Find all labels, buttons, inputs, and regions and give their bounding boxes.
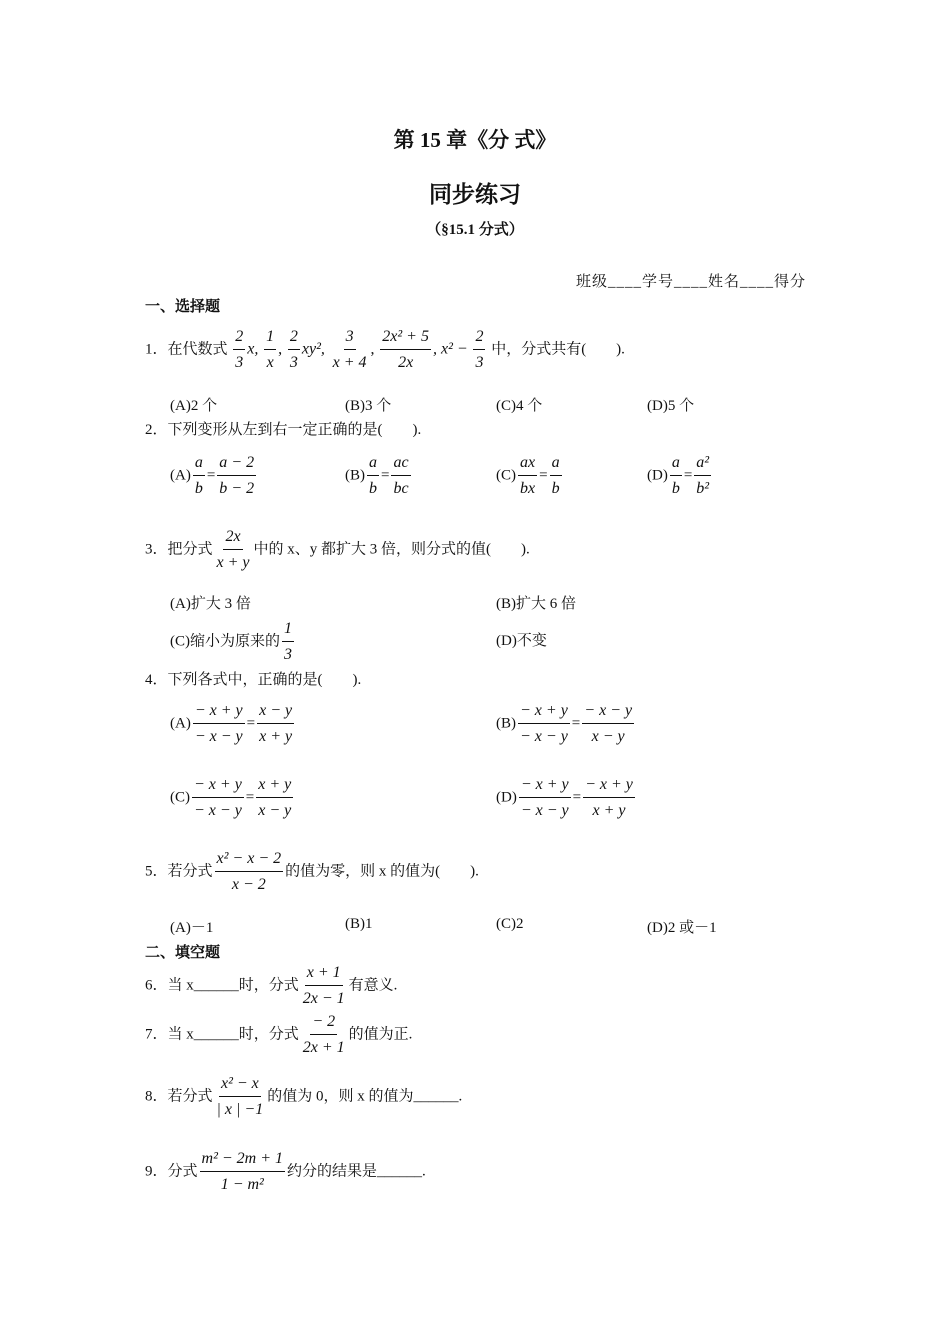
fraction-denominator: | x | −1 bbox=[216, 1101, 264, 1118]
fraction-denominator: x + y bbox=[216, 554, 250, 571]
fraction bbox=[217, 454, 256, 498]
q3-option-b: (B)扩大 6 倍 bbox=[496, 596, 576, 612]
fraction-numerator: 1 bbox=[264, 328, 276, 350]
question-7 bbox=[145, 1013, 412, 1057]
math-text: 7．当 x______时，分式 bbox=[145, 1026, 299, 1043]
math-text: (A) bbox=[170, 715, 191, 732]
question-6 bbox=[145, 964, 397, 1008]
fraction-denominator: 3 bbox=[289, 354, 298, 371]
q2-option-a bbox=[170, 454, 258, 498]
math-text: 有意义. bbox=[348, 977, 398, 994]
math-text: 中的 x、y 都扩大 3 倍，则分式的值( ). bbox=[253, 541, 530, 558]
fraction-numerator: x + y bbox=[256, 776, 293, 798]
fraction bbox=[192, 776, 244, 820]
fraction-denominator: − x − y bbox=[520, 802, 569, 819]
fraction-numerator: − x + y bbox=[519, 776, 571, 798]
math-text: 的值为零，则 x 的值为( ). bbox=[285, 863, 479, 880]
fraction-numerator: x² − x − 2 bbox=[215, 850, 284, 872]
question-3 bbox=[145, 528, 530, 572]
section-reference: （§15.1 分式） bbox=[426, 222, 524, 238]
fraction-numerator: − x + y bbox=[193, 702, 245, 724]
q6-fraction bbox=[301, 964, 347, 1008]
question-9 bbox=[145, 1150, 426, 1194]
q1-fraction-5 bbox=[380, 328, 431, 372]
fraction-denominator: 2x + 1 bbox=[302, 1039, 345, 1056]
math-text: = bbox=[572, 789, 582, 806]
fraction-numerator: 2x² + 5 bbox=[380, 328, 431, 350]
q4-option-b bbox=[496, 702, 636, 746]
fraction-denominator: b − 2 bbox=[219, 480, 255, 497]
fraction-denominator: 3 bbox=[235, 354, 244, 371]
fraction-denominator: 3 bbox=[284, 646, 292, 663]
fraction-denominator: 2x bbox=[398, 354, 414, 371]
q2-option-d bbox=[647, 454, 713, 498]
student-info-line: 班级____学号____姓名____得分 bbox=[575, 274, 806, 290]
fraction bbox=[694, 454, 711, 498]
math-text: = bbox=[381, 467, 390, 484]
q3-option-d: (D)不变 bbox=[496, 633, 547, 649]
q5-option-d: (D)2 或－1 bbox=[647, 920, 717, 936]
fraction-numerator: a bbox=[193, 454, 205, 476]
q5-option-b: (B)1 bbox=[345, 916, 373, 932]
fraction-numerator: ax bbox=[518, 454, 537, 476]
fraction-numerator: a bbox=[550, 454, 562, 476]
fraction-numerator: x² − x bbox=[219, 1075, 261, 1097]
fraction-numerator: a bbox=[367, 454, 379, 476]
q3-option-a: (A)扩大 3 倍 bbox=[170, 596, 251, 612]
fraction bbox=[367, 454, 379, 498]
fraction bbox=[391, 454, 410, 498]
fraction-numerator: 3 bbox=[344, 328, 356, 350]
q8-fraction bbox=[215, 1075, 266, 1119]
fraction-numerator: − x + y bbox=[192, 776, 244, 798]
q2-option-b bbox=[345, 454, 413, 498]
math-text: 3．把分式 bbox=[145, 541, 213, 558]
fraction bbox=[518, 702, 570, 746]
fraction bbox=[257, 702, 294, 746]
q3-fraction bbox=[215, 528, 252, 572]
q1-option-a: (A)2 个 bbox=[170, 398, 218, 414]
q5-option-c: (C)2 bbox=[496, 916, 524, 932]
math-text: (D) bbox=[496, 789, 517, 806]
fraction-denominator: b bbox=[369, 480, 377, 497]
q1-fraction-6 bbox=[473, 328, 485, 372]
fraction-denominator: x − y bbox=[258, 802, 292, 819]
q3-option-c bbox=[170, 620, 296, 664]
fraction-numerator: a bbox=[670, 454, 682, 476]
math-text: 8．若分式 bbox=[145, 1088, 213, 1105]
fraction bbox=[582, 702, 634, 746]
fraction-numerator: − 2 bbox=[310, 1013, 337, 1035]
fraction-denominator: 1 − m² bbox=[220, 1176, 264, 1193]
fraction bbox=[256, 776, 293, 820]
fraction-numerator: a² bbox=[694, 454, 711, 476]
fraction-denominator: 2x − 1 bbox=[302, 990, 345, 1007]
q1-text-e: , x² − bbox=[432, 340, 468, 358]
math-text: = bbox=[246, 715, 256, 732]
math-text: 约分的结果是______. bbox=[287, 1163, 426, 1180]
fraction-denominator: b² bbox=[696, 480, 710, 497]
q1-text-c: xy², bbox=[301, 340, 325, 358]
math-text: (C) bbox=[170, 789, 190, 806]
math-text: 5．若分式 bbox=[145, 863, 213, 880]
math-text: (D) bbox=[647, 467, 668, 484]
math-text: 的值为正. bbox=[348, 1026, 413, 1043]
math-text: = bbox=[245, 789, 255, 806]
q4-option-c bbox=[170, 776, 295, 820]
fraction-denominator: x − 2 bbox=[231, 876, 266, 893]
fraction-numerator: x + 1 bbox=[305, 964, 343, 986]
math-text: = bbox=[539, 467, 548, 484]
math-text: = bbox=[683, 467, 693, 484]
q5-option-a: (A)－1 bbox=[170, 920, 214, 936]
q1-option-c: (C)4 个 bbox=[496, 398, 543, 414]
q2-option-c bbox=[496, 454, 564, 498]
q9-fraction bbox=[200, 1150, 286, 1194]
q5-fraction bbox=[215, 850, 284, 894]
q1-fraction-3 bbox=[288, 328, 300, 372]
fraction bbox=[518, 454, 537, 498]
fraction-denominator: b bbox=[551, 480, 560, 497]
math-text: (C) bbox=[496, 467, 516, 484]
question-2: 2．下列变形从左到右一定正确的是( ). bbox=[145, 422, 422, 438]
question-8 bbox=[145, 1075, 462, 1119]
fraction-denominator: x − y bbox=[591, 728, 625, 745]
fraction bbox=[670, 454, 682, 498]
fraction-denominator: bx bbox=[520, 480, 536, 497]
section-heading-fill: 二、填空题 bbox=[145, 945, 221, 961]
fraction-numerator: a − 2 bbox=[217, 454, 256, 476]
fraction bbox=[519, 776, 571, 820]
fraction-denominator: x bbox=[266, 354, 274, 371]
fraction-numerator: − x + y bbox=[518, 702, 570, 724]
fraction bbox=[550, 454, 562, 498]
math-text: (A) bbox=[170, 467, 191, 484]
fraction bbox=[193, 454, 205, 498]
math-text: (C)缩小为原来的 bbox=[170, 633, 280, 650]
fraction-denominator: x + y bbox=[592, 802, 626, 819]
fraction-denominator: − x − y bbox=[194, 802, 242, 819]
q1-option-b: (B)3 个 bbox=[345, 398, 392, 414]
fraction-denominator: 3 bbox=[475, 354, 484, 371]
fraction-numerator: 2x bbox=[223, 528, 242, 550]
fraction bbox=[193, 702, 245, 746]
q1-fraction-1 bbox=[233, 328, 245, 372]
math-text: 6．当 x______时，分式 bbox=[145, 977, 299, 994]
fraction-numerator: m² − 2m + 1 bbox=[200, 1150, 286, 1172]
fraction-denominator: x + y bbox=[259, 728, 293, 745]
fraction-numerator: 1 bbox=[282, 620, 294, 642]
fraction-denominator: − x − y bbox=[520, 728, 568, 745]
fraction-denominator: − x − y bbox=[194, 728, 243, 745]
fraction-numerator: 2 bbox=[473, 328, 485, 350]
q1-option-d: (D)5 个 bbox=[647, 398, 695, 414]
math-text: 的值为 0，则 x 的值为______. bbox=[267, 1088, 463, 1105]
q4-option-a bbox=[170, 702, 296, 746]
q1-text-b: , bbox=[278, 340, 283, 358]
question-1 bbox=[145, 328, 625, 372]
math-text: 9．分式 bbox=[145, 1163, 198, 1180]
math-text: = bbox=[206, 467, 216, 484]
q1-text-a: x, bbox=[247, 340, 259, 358]
q1-text-d: , bbox=[370, 340, 375, 358]
fraction-numerator: 2 bbox=[288, 328, 300, 350]
q7-fraction bbox=[301, 1013, 347, 1057]
q1-fraction-2 bbox=[264, 328, 276, 372]
q1-suffix: 中，分式共有( ). bbox=[491, 341, 625, 358]
q4-option-d bbox=[496, 776, 637, 820]
math-text: (B) bbox=[496, 715, 516, 732]
fraction-numerator: − x + y bbox=[583, 776, 635, 798]
fraction-numerator: 2 bbox=[233, 328, 245, 350]
fraction-denominator: b bbox=[671, 480, 680, 497]
math-text: (B) bbox=[345, 467, 365, 484]
question-5 bbox=[145, 850, 479, 894]
fraction-numerator: ac bbox=[391, 454, 410, 476]
page-subtitle: 同步练习 bbox=[429, 182, 521, 207]
fraction-numerator: − x − y bbox=[582, 702, 634, 724]
fraction-denominator: bc bbox=[393, 480, 409, 497]
question-4: 4．下列各式中，正确的是( ). bbox=[145, 672, 362, 688]
fraction bbox=[583, 776, 635, 820]
q1-fraction-4 bbox=[331, 328, 369, 372]
fraction-numerator: x − y bbox=[257, 702, 294, 724]
q1-prefix: 1．在代数式 bbox=[145, 341, 228, 358]
fraction-denominator: x + 4 bbox=[332, 354, 367, 371]
chapter-title: 第 15 章《分 式》 bbox=[393, 128, 557, 152]
section-heading-choice: 一、选择题 bbox=[145, 299, 221, 315]
fraction-denominator: b bbox=[194, 480, 203, 497]
math-text: = bbox=[571, 715, 581, 732]
fraction bbox=[282, 620, 294, 664]
